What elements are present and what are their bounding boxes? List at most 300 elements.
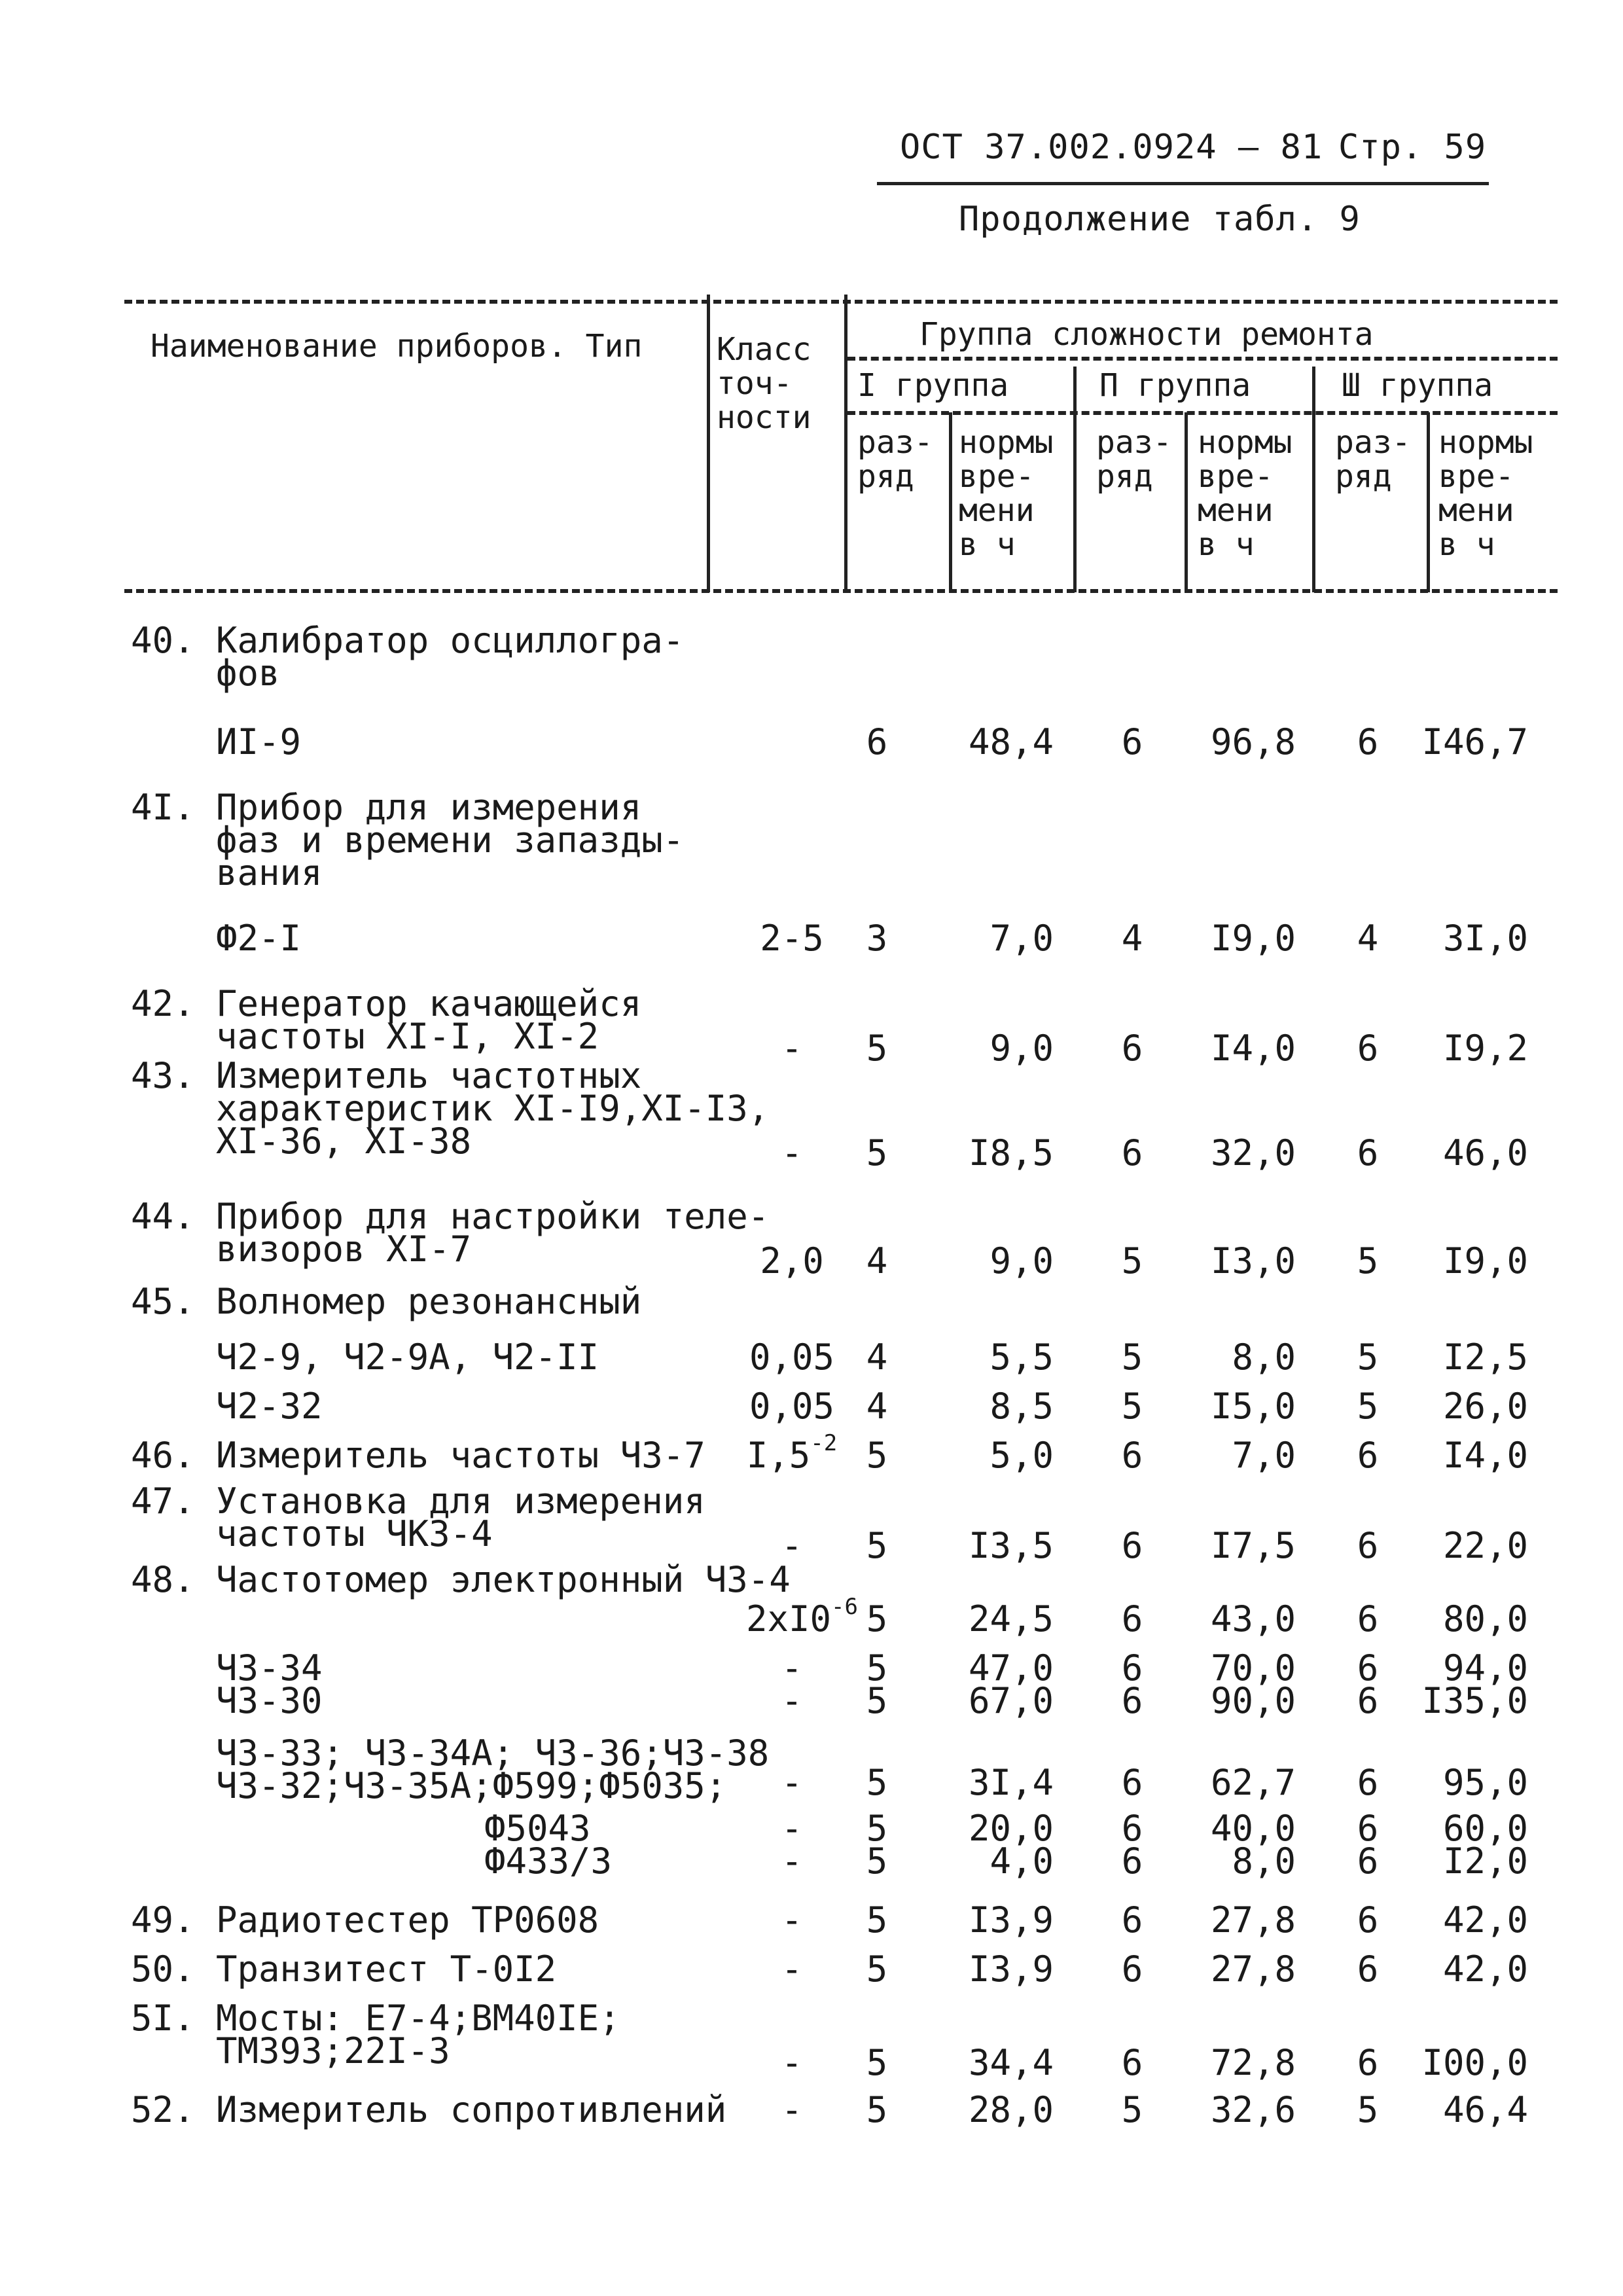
cell-cls [746, 920, 838, 958]
norms-header-1: нормы вре- мени в ч [959, 424, 1054, 563]
cell-value: I2,0 [1442, 1840, 1528, 1882]
cell-value: 8,0 [1232, 1336, 1296, 1378]
column-header-group2: П группа [1099, 367, 1251, 404]
cell-g2n [1198, 1030, 1296, 1067]
cell-g1n [955, 2044, 1054, 2082]
cell-g1r [851, 1437, 903, 1475]
header-top-rule [124, 300, 1558, 304]
cell-g3n [1417, 723, 1528, 761]
column-header-complexity: Группа сложности ремонта [919, 316, 1374, 353]
cell-value: 6 [1121, 1132, 1143, 1174]
device-name: характеристик XI-I9,XI-I3, [216, 1088, 770, 1129]
device-name: Ч2-32 [216, 1386, 323, 1427]
cell-value: 22,0 [1442, 1525, 1528, 1566]
cell-g3n [1417, 1682, 1528, 1720]
cell-value: - [781, 1680, 803, 1721]
device-name: Прибор для измерения [216, 787, 642, 828]
cell-value: 5 [866, 1525, 888, 1566]
column-header-name: Наименование приборов. Тип [151, 328, 643, 365]
cell-value: 2,0 [760, 1240, 824, 1282]
cell-value: 6 [1357, 1525, 1379, 1566]
cell-g2r [1106, 1600, 1158, 1638]
cell-cls [746, 1388, 838, 1426]
cell-value: 5 [866, 1598, 888, 1640]
cell-value: 6 [1121, 1840, 1143, 1882]
header-divider-rank3 [1427, 412, 1430, 592]
cell-g3r [1342, 2044, 1394, 2082]
cell-value: I3,9 [968, 1948, 1054, 1990]
cell-value: 3I,4 [968, 1762, 1054, 1803]
cell-g2r [1106, 1842, 1158, 1880]
cell-value: - [781, 1132, 803, 1174]
cell-value: 34,4 [968, 2042, 1054, 2083]
cell-g2n [1198, 1950, 1296, 1988]
cell-value: 72,8 [1210, 2042, 1296, 2083]
cell-value: 6 [1121, 1028, 1143, 1069]
row-number: 47. [131, 1480, 195, 1522]
header-divider-group1 [1073, 367, 1077, 592]
cell-cls [746, 1134, 838, 1172]
device-name: Ч3-32;Ч3-35А;Ф599;Ф5035; [216, 1765, 727, 1806]
cell-value: 4 [1121, 918, 1143, 959]
cell-value: 6 [1357, 1598, 1379, 1640]
row-number: 43. [131, 1055, 195, 1096]
cell-value: I35,0 [1421, 1680, 1528, 1721]
cell-g3n [1417, 1764, 1528, 1802]
cell-value: 6 [1357, 1680, 1379, 1721]
rank-header-3: раз- ряд [1335, 424, 1411, 495]
device-name: Измеритель частоты Ч3-7 [216, 1435, 705, 1476]
cell-g3n [1417, 1600, 1528, 1638]
cell-value: 5 [1121, 1336, 1143, 1378]
cell-value: 4,0 [990, 1840, 1054, 1882]
cell-value: 20,0 [968, 1808, 1054, 1849]
cell-g2n [1198, 1437, 1296, 1475]
cell-value: I3,9 [968, 1899, 1054, 1941]
cell-value: I8,5 [968, 1132, 1054, 1174]
cell-value: I7,5 [1210, 1525, 1296, 1566]
cell-value: 8,5 [990, 1386, 1054, 1427]
device-name: Волномер резонансный [216, 1281, 642, 1322]
cell-value: 6 [1121, 721, 1143, 762]
cell-g1r [851, 1338, 903, 1376]
cell-g3n [1417, 2044, 1528, 2082]
device-name: частоты ЧК3-4 [216, 1513, 493, 1554]
cell-value: 5 [866, 1762, 888, 1803]
cell-cls [746, 2091, 838, 2129]
device-name: частоты XI-I, XI-2 [216, 1016, 599, 1057]
cell-g2r [1106, 1682, 1158, 1720]
column-header-class: Класс точ- ности [717, 331, 812, 436]
cell-cls [746, 1338, 838, 1376]
cell-g3r [1342, 1600, 1394, 1638]
cell-cls [746, 1242, 838, 1280]
cell-g1r [851, 1030, 903, 1067]
cell-value: 43,0 [1210, 1598, 1296, 1640]
cell-cls [746, 1764, 838, 1802]
cell-value: 96,8 [1210, 721, 1296, 762]
document-code: ОСТ 37.002.0924 – 81 [900, 128, 1323, 167]
header-divider-group2 [1312, 367, 1315, 592]
cell-g2r [1106, 1030, 1158, 1067]
cell-cls [746, 1682, 838, 1720]
cell-cls [746, 1950, 838, 1988]
cell-value: 4 [866, 1386, 888, 1427]
device-name: ТМ393;22I-3 [216, 2030, 450, 2072]
cell-value: 6 [1357, 2042, 1379, 2083]
cell-g1r [851, 1764, 903, 1802]
cell-g3r [1342, 1682, 1394, 1720]
cell-cls [746, 2044, 838, 2082]
cell-value: 90,0 [1210, 1680, 1296, 1721]
cell-g3n [1417, 1388, 1528, 1426]
cell-g3n [1417, 1134, 1528, 1172]
row-number: 52. [131, 2089, 195, 2130]
device-name: Генератор качающейся [216, 983, 642, 1024]
cell-g1n [955, 723, 1054, 761]
cell-g1n [955, 1901, 1054, 1939]
cell-value: 32,6 [1210, 2089, 1296, 2130]
cell-g2r [1106, 1901, 1158, 1939]
cell-g2n [1198, 1134, 1296, 1172]
cell-value: 5 [866, 1132, 888, 1174]
cell-value: 5,5 [990, 1336, 1054, 1378]
cell-value: 6 [1121, 1762, 1143, 1803]
header-divider-name [707, 295, 710, 592]
norms-header-3: нормы вре- мени в ч [1438, 424, 1533, 563]
cell-value: I3,5 [968, 1525, 1054, 1566]
class-exponent: -6 [831, 1594, 858, 1620]
row-number: 40. [131, 620, 195, 661]
cell-g1r [851, 1134, 903, 1172]
cell-g1r [851, 1901, 903, 1939]
cell-g1r [851, 1527, 903, 1565]
cell-value: 0,05 [749, 1386, 835, 1427]
device-name: ИI-9 [216, 721, 302, 762]
cell-value: I2,5 [1442, 1336, 1528, 1378]
cell-g3n [1417, 920, 1528, 958]
cell-g1n [955, 1242, 1054, 1280]
cell-value: 6 [1357, 1899, 1379, 1941]
cell-value: 27,8 [1210, 1899, 1296, 1941]
column-header-group3: Ш группа [1342, 367, 1493, 404]
cell-cls [746, 1030, 838, 1067]
cell-g1n [955, 1338, 1054, 1376]
cell-g1r [851, 1388, 903, 1426]
cell-value: 5 [866, 1435, 888, 1476]
cell-value: 94,0 [1442, 1647, 1528, 1689]
cell-value: I5,0 [1210, 1386, 1296, 1427]
cell-value: 5 [866, 1899, 888, 1941]
cell-g3n [1417, 1950, 1528, 1988]
row-number: 46. [131, 1435, 195, 1476]
cell-g2r [1106, 1764, 1158, 1802]
row-number: 44. [131, 1196, 195, 1237]
cell-g2n [1198, 2044, 1296, 2082]
cell-value: 27,8 [1210, 1948, 1296, 1990]
cell-g3r [1342, 2091, 1394, 2129]
cell-value: 5 [1121, 1386, 1143, 1427]
row-number: 49. [131, 1899, 195, 1941]
device-name: Ф433/3 [484, 1840, 613, 1882]
row-number: 42. [131, 983, 195, 1024]
cell-value: 46,0 [1442, 1132, 1528, 1174]
cell-g3r [1342, 1134, 1394, 1172]
rank-header-2: раз- ряд [1096, 424, 1172, 495]
cell-g1n [955, 1600, 1054, 1638]
column-header-group1: I группа [857, 367, 1009, 404]
cell-value: I9,2 [1442, 1028, 1528, 1069]
row-number: 50. [131, 1948, 195, 1990]
cell-g3n [1417, 1242, 1528, 1280]
cell-value: 6 [1121, 1808, 1143, 1849]
cell-value: 5 [1121, 1240, 1143, 1282]
device-name: Измеритель частотных [216, 1055, 642, 1096]
cell-g1n [955, 1682, 1054, 1720]
device-name: Установка для измерения [216, 1480, 705, 1522]
norms-header-2: нормы вре- мени в ч [1198, 424, 1293, 563]
cell-g1n [955, 920, 1054, 958]
cell-value: 24,5 [968, 1598, 1054, 1640]
cell-g3r [1342, 1527, 1394, 1565]
cell-value: I,5 [746, 1435, 811, 1476]
cell-g2r [1106, 723, 1158, 761]
cell-g1r [851, 1842, 903, 1880]
device-name: Мосты: Е7-4;ВМ40IЕ; [216, 1998, 620, 2039]
cell-g1n [955, 1527, 1054, 1565]
cell-g3r [1342, 1950, 1394, 1988]
cell-value: 5 [1357, 1240, 1379, 1282]
cell-g2r [1106, 1242, 1158, 1280]
cell-value: 6 [1121, 1680, 1143, 1721]
cell-value: 6 [1121, 2042, 1143, 2083]
cell-value: 70,0 [1210, 1647, 1296, 1689]
cell-value: 6 [1357, 1762, 1379, 1803]
cell-value: - [781, 1808, 803, 1849]
cell-g2n [1198, 1388, 1296, 1426]
cell-value: 5 [866, 2042, 888, 2083]
cell-g1n [955, 1134, 1054, 1172]
cell-cls [746, 1430, 838, 1476]
cell-g2n [1198, 1842, 1296, 1880]
cell-value: 6 [1121, 1948, 1143, 1990]
cell-g3r [1342, 1901, 1394, 1939]
cell-g3r [1342, 1842, 1394, 1880]
cell-value: 2xI0 [746, 1598, 832, 1640]
cell-g3r [1342, 723, 1394, 761]
cell-value: 2-5 [760, 918, 824, 959]
cell-value: 5 [1357, 1336, 1379, 1378]
cell-value: 5 [866, 1680, 888, 1721]
cell-value: 47,0 [968, 1647, 1054, 1689]
cell-g1r [851, 1242, 903, 1280]
cell-g1r [851, 2091, 903, 2129]
cell-value: 7,0 [1232, 1435, 1296, 1476]
cell-g1r [851, 1600, 903, 1638]
row-number: 45. [131, 1281, 195, 1322]
cell-value: 95,0 [1442, 1762, 1528, 1803]
cell-g2r [1106, 2044, 1158, 2082]
cell-g2n [1198, 920, 1296, 958]
cell-value: 6 [1357, 1840, 1379, 1882]
cell-g1r [851, 2044, 903, 2082]
cell-g2n [1198, 1682, 1296, 1720]
cell-g3n [1417, 2091, 1528, 2129]
cell-g2r [1106, 2091, 1158, 2129]
cell-g3n [1417, 1338, 1528, 1376]
device-name: Частотомер электронный Ч3-4 [216, 1559, 791, 1600]
cell-value: 48,4 [968, 721, 1054, 762]
device-name: визоров XI-7 [216, 1229, 472, 1270]
row-number: 4I. [131, 787, 195, 828]
cell-value: 5 [866, 1948, 888, 1990]
cell-g2n [1198, 1338, 1296, 1376]
device-name: фаз и времени запазды- [216, 819, 685, 861]
cell-value: - [781, 1948, 803, 1990]
cell-g2n [1198, 1242, 1296, 1280]
cell-value: 4 [1357, 918, 1379, 959]
cell-g3r [1342, 1437, 1394, 1475]
cell-g2n [1198, 1901, 1296, 1939]
cell-value: 5 [866, 1840, 888, 1882]
cell-value: - [781, 1899, 803, 1941]
cell-value: - [781, 1525, 803, 1566]
cell-value: 6 [1357, 1132, 1379, 1174]
cell-value: 5 [866, 2089, 888, 2130]
cell-value: I46,7 [1421, 721, 1528, 762]
device-name: Ф5043 [484, 1808, 591, 1849]
cell-value: - [781, 1647, 803, 1689]
cell-value: 42,0 [1442, 1948, 1528, 1990]
cell-value: 62,7 [1210, 1762, 1296, 1803]
cell-value: 5 [1121, 2089, 1143, 2130]
cell-value: 6 [1121, 1598, 1143, 1640]
cell-value: 6 [1357, 1647, 1379, 1689]
cell-value: 80,0 [1442, 1598, 1528, 1640]
cell-g3n [1417, 1527, 1528, 1565]
class-exponent: -2 [810, 1430, 838, 1456]
cell-cls [746, 1901, 838, 1939]
cell-value: - [781, 1762, 803, 1803]
cell-value: 6 [1121, 1525, 1143, 1566]
cell-value: I3,0 [1210, 1240, 1296, 1282]
device-name: Транзитест Т-0I2 [216, 1948, 557, 1990]
cell-g3n [1417, 1437, 1528, 1475]
cell-g1n [955, 1437, 1054, 1475]
cell-value: 6 [1357, 721, 1379, 762]
cell-g2n [1198, 1527, 1296, 1565]
cell-g2r [1106, 1437, 1158, 1475]
cell-value: 5,0 [990, 1435, 1054, 1476]
cell-value: 0,05 [749, 1336, 835, 1378]
cell-value: I4,0 [1210, 1028, 1296, 1069]
cell-value: 32,0 [1210, 1132, 1296, 1174]
device-name: Калибратор осциллогра- [216, 620, 685, 661]
device-name: XI-36, XI-38 [216, 1121, 472, 1162]
header-divider-rank1 [949, 412, 952, 592]
cell-g3r [1342, 1338, 1394, 1376]
cell-g1r [851, 1682, 903, 1720]
cell-value: 5 [1357, 1386, 1379, 1427]
cell-g1r [851, 1950, 903, 1988]
cell-value: 6 [1357, 1948, 1379, 1990]
cell-value: - [781, 1028, 803, 1069]
cell-g3n [1417, 1901, 1528, 1939]
rank-header-1: раз- ряд [857, 424, 933, 495]
cell-g1n [955, 2091, 1054, 2129]
cell-value: I9,0 [1442, 1240, 1528, 1282]
cell-g1n [955, 1388, 1054, 1426]
cell-value: 60,0 [1442, 1808, 1528, 1849]
device-name: Ч2-9, Ч2-9А, Ч2-II [216, 1336, 599, 1378]
cell-value: 7,0 [990, 918, 1054, 959]
cell-value: 5 [866, 1647, 888, 1689]
cell-g3r [1342, 1242, 1394, 1280]
cell-g1n [955, 1030, 1054, 1067]
cell-cls [746, 1842, 838, 1880]
cell-g2n [1198, 723, 1296, 761]
cell-value: 46,4 [1442, 2089, 1528, 2130]
cell-value: 26,0 [1442, 1386, 1528, 1427]
cell-g1n [955, 1842, 1054, 1880]
table-continuation: Продолжение табл. 9 [959, 200, 1361, 239]
cell-value: 6 [1357, 1028, 1379, 1069]
header-group-rule [847, 411, 1558, 415]
cell-g2n [1198, 1600, 1296, 1638]
row-number: 48. [131, 1559, 195, 1600]
cell-value: 3 [866, 918, 888, 959]
cell-g2r [1106, 920, 1158, 958]
cell-value: 6 [866, 721, 888, 762]
cell-value: 6 [1121, 1435, 1143, 1476]
header-bottom-rule [124, 589, 1558, 593]
cell-g1n [955, 1950, 1054, 1988]
device-name: вания [216, 852, 323, 893]
cell-g2r [1106, 1338, 1158, 1376]
header-divider-class [844, 295, 847, 592]
cell-value: 3I,0 [1442, 918, 1528, 959]
header-rule [877, 182, 1489, 185]
cell-value: - [781, 2042, 803, 2083]
cell-value: 9,0 [990, 1028, 1054, 1069]
cell-g2r [1106, 1134, 1158, 1172]
cell-g3n [1417, 1842, 1528, 1880]
cell-value: 67,0 [968, 1680, 1054, 1721]
cell-g1r [851, 723, 903, 761]
row-number: 5I. [131, 1998, 195, 2039]
cell-value: 5 [866, 1028, 888, 1069]
header-mid-rule [847, 357, 1558, 361]
device-name: фов [216, 653, 280, 694]
cell-g3r [1342, 1764, 1394, 1802]
cell-value: 40,0 [1210, 1808, 1296, 1849]
cell-value: 5 [1357, 2089, 1379, 2130]
cell-value: 4 [866, 1336, 888, 1378]
cell-value: - [781, 1840, 803, 1882]
cell-value: 6 [1357, 1435, 1379, 1476]
cell-value: 42,0 [1442, 1899, 1528, 1941]
cell-value: - [781, 2089, 803, 2130]
device-name: Измеритель сопротивлений [216, 2089, 727, 2130]
cell-g3r [1342, 1388, 1394, 1426]
cell-value: 6 [1121, 1647, 1143, 1689]
cell-value: 6 [1121, 1899, 1143, 1941]
cell-g3n [1417, 1030, 1528, 1067]
cell-g3r [1342, 1030, 1394, 1067]
cell-g2n [1198, 2091, 1296, 2129]
cell-value: 4 [866, 1240, 888, 1282]
device-name: Прибор для настройки теле- [216, 1196, 770, 1237]
